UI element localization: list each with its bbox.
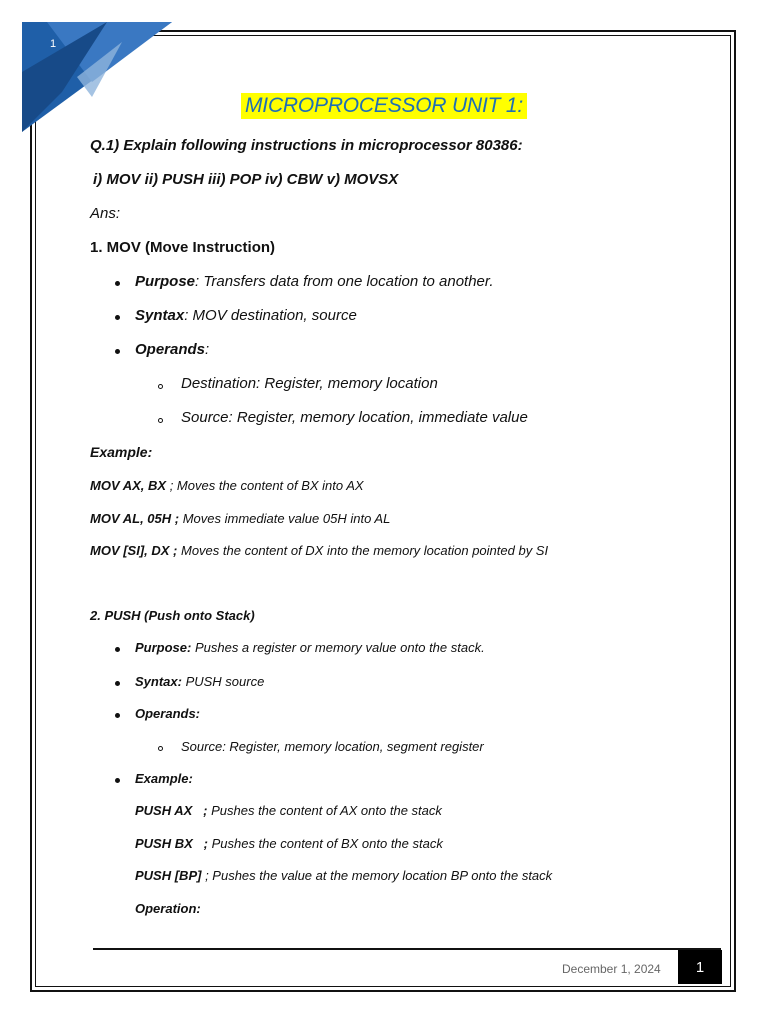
push-syntax-text: PUSH source <box>181 674 265 689</box>
page-title: MICROPROCESSOR UNIT 1: <box>241 93 527 119</box>
push-example-comment: ; Pushes the value at the memory location BP onto the stack <box>201 868 553 883</box>
push-operands-label: Operands: <box>135 706 201 721</box>
mov-example-line <box>90 478 364 493</box>
mov-example-comment: Moves the content of DX into the memory location pointed by SI <box>177 543 549 558</box>
mov-purpose-label: Purpose <box>135 273 196 290</box>
mov-operands-label: Operands <box>135 341 206 358</box>
mov-purpose <box>135 273 494 290</box>
mov-example-code: MOV AL, 05H ; <box>90 511 180 526</box>
mov-operand-source: Source: Register, memory location, immediate value <box>181 409 528 426</box>
mov-example-code: MOV [SI], DX ; <box>90 543 178 558</box>
corner-page-number: 1 <box>50 38 57 50</box>
push-purpose <box>135 640 485 655</box>
mov-operands <box>135 341 209 358</box>
mov-syntax <box>135 307 357 324</box>
footer-page-number: 1 <box>678 950 722 984</box>
bullet-icon <box>115 647 120 652</box>
push-example-line <box>135 868 552 883</box>
mov-example-line <box>90 511 390 526</box>
bullet-icon <box>115 681 120 686</box>
mov-example-comment: ; Moves the content of BX into AX <box>169 478 364 493</box>
push-example-code: PUSH BX ; <box>135 836 208 851</box>
push-syntax <box>135 674 264 689</box>
push-operand-source: Source: Register, memory location, segment register <box>181 739 484 754</box>
push-purpose-label: Purpose: <box>135 640 192 655</box>
push-example-code: PUSH AX ; <box>135 803 208 818</box>
push-purpose-text: Pushes a register or memory value onto the stack. <box>191 640 485 655</box>
bullet-icon <box>115 349 120 354</box>
mov-heading: 1. MOV (Move Instruction) <box>90 239 276 256</box>
answer-label: Ans: <box>90 205 121 222</box>
mov-purpose-text: : Transfers data from one location to another. <box>195 273 494 290</box>
footer-date: December 1, 2024 <box>562 962 661 976</box>
push-operation-label: Operation: <box>135 901 201 916</box>
mov-operands-colon: : <box>205 341 210 358</box>
push-example-line <box>135 803 442 818</box>
circle-bullet-icon <box>158 418 163 423</box>
push-syntax-label: Syntax: <box>135 674 182 689</box>
question-line-1: Q.1) Explain following instructions in microprocessor 80386: <box>90 137 523 154</box>
push-example-comment: Pushes the content of AX onto the stack <box>207 803 442 818</box>
bullet-icon <box>115 778 120 783</box>
footer-rule <box>93 948 721 950</box>
bullet-icon <box>115 315 120 320</box>
push-heading: 2. PUSH (Push onto Stack) <box>90 608 255 623</box>
push-example-comment: Pushes the content of BX onto the stack <box>207 836 443 851</box>
circle-bullet-icon <box>158 746 163 751</box>
mov-operand-destination: Destination: Register, memory location <box>181 375 438 392</box>
mov-example-code: MOV AX, BX <box>90 478 170 493</box>
push-example-line <box>135 836 443 851</box>
mov-example-label: Example: <box>90 444 153 460</box>
mov-syntax-label: Syntax <box>135 307 185 324</box>
bullet-icon <box>115 281 120 286</box>
circle-bullet-icon <box>158 384 163 389</box>
mov-syntax-text: : MOV destination, source <box>184 307 357 324</box>
question-line-2: i) MOV ii) PUSH iii) POP iv) CBW v) MOVSX <box>93 171 399 188</box>
mov-example-line <box>90 543 548 558</box>
bullet-icon <box>115 713 120 718</box>
push-example-label: Example: <box>135 771 193 786</box>
mov-example-comment: Moves immediate value 05H into AL <box>179 511 391 526</box>
push-example-code: PUSH [BP] <box>135 868 202 883</box>
